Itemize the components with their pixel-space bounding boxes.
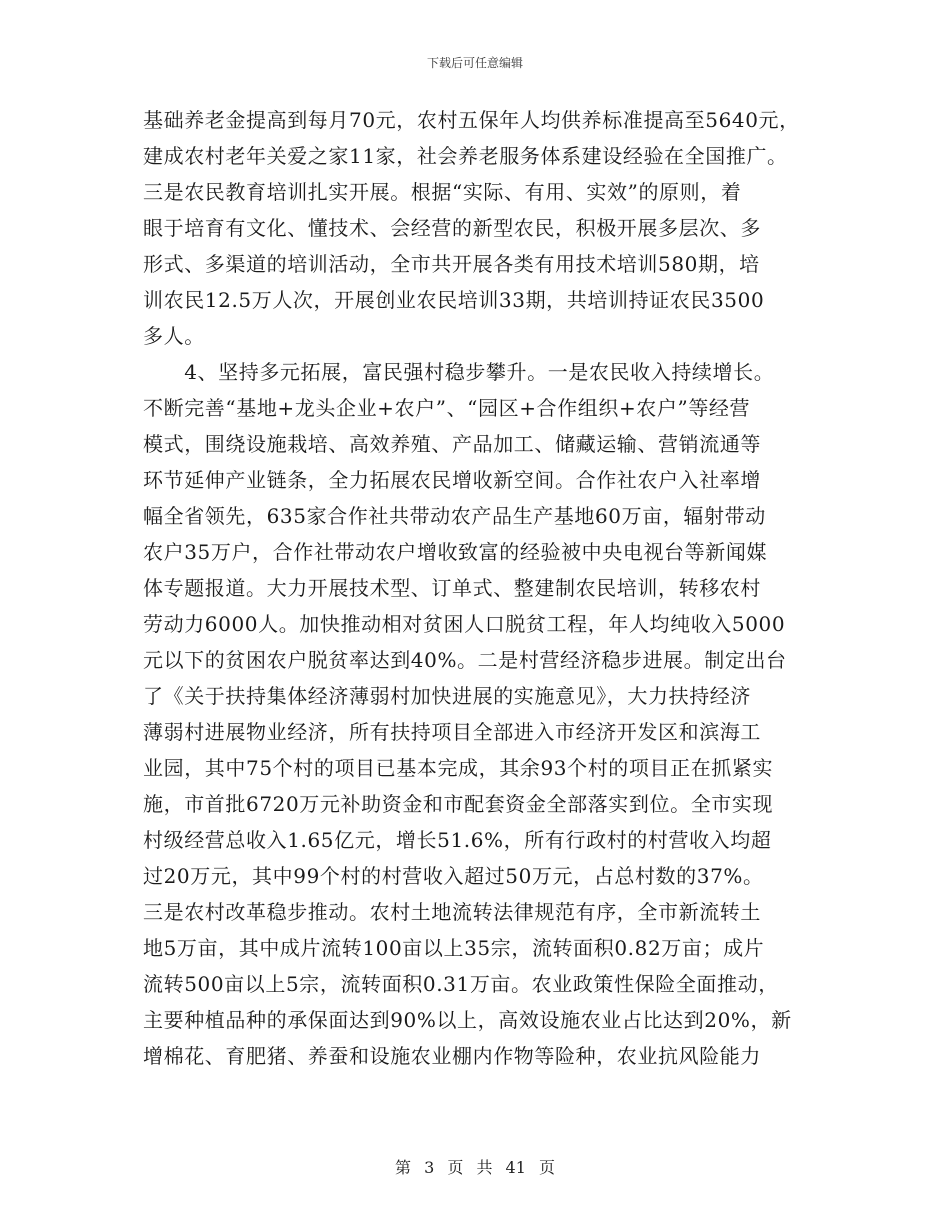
text-line: 主要种植品种的承保面达到90%以上，高效设施农业占比达到20%，新 [143, 1008, 792, 1032]
text-line: 三是农民教育培训扎实开展。根据“实际、有用、实效”的原则，着 [143, 180, 742, 204]
text-line: 劳动力6000人。加快推动相对贫困人口脱贫工程，年人均纯收入5000 [143, 612, 786, 636]
body-text [143, 102, 813, 1074]
page-header-note: 下载后可任意编辑 [426, 56, 523, 70]
text-line: 过20万元，其中99个村的村营收入超过50万元，占总村数的37%。 [143, 864, 764, 888]
text-line: 基础养老金提高到每月70元，农村五保年人均供养标准提高至5640元， [143, 108, 800, 132]
text-line: 村级经营总收入1.65亿元，增长51.6%，所有行政村的村营收入均超 [143, 828, 772, 852]
text-line: 不断完善“基地+龙头企业+农户”、“园区+合作组织+农户”等经营 [143, 396, 751, 420]
text-line: 薄弱村进展物业经济，所有扶持项目全部进入市经济开发区和滨海工 [143, 720, 761, 744]
text-line: 幅全省领先，635家合作社共带动农产品生产基地60万亩，辐射带动 [143, 504, 766, 528]
text-line: 三是农村改革稳步推动。农村土地流转法律规范有序，全市新流转土 [143, 900, 761, 924]
text-line: 多人。 [143, 324, 205, 348]
page-number-footer: 第 3 页 共 41 页 [395, 1158, 555, 1177]
text-line: 4、坚持多元拓展，富民强村稳步攀升。一是农民收入持续增长。 [143, 360, 775, 384]
text-line: 农户35万户，合作社带动农户增收致富的经验被中央电视台等新闻媒 [143, 540, 768, 564]
text-line: 环节延伸产业链条，全力拓展农民增收新空间。合作社农户入社率增 [143, 468, 761, 492]
text-line: 眼于培育有文化、懂技术、会经营的新型农民，积极开展多层次、多 [143, 216, 761, 240]
text-line: 形式、多渠道的培训活动，全市共开展各类有用技术培训580期，培 [143, 252, 760, 276]
text-line: 流转500亩以上5宗，流转面积0.31万亩。农业政策性保险全面推动， [143, 972, 779, 996]
text-line: 增棉花、育肥猪、养蚕和设施农业棚内作物等险种，农业抗风险能力 [143, 1044, 761, 1068]
text-line: 业园，其中75个村的项目已基本完成，其余93个村的项目正在抓紧实 [143, 756, 774, 780]
text-line: 了《关于扶持集体经济薄弱村加快进展的实施意见》，大力扶持经济 [143, 684, 751, 708]
text-line: 模式，围绕设施栽培、高效养殖、产品加工、储藏运输、营销流通等 [143, 432, 761, 456]
text-line: 建成农村老年关爱之家11家，社会养老服务体系建设经验在全国推广。 [143, 144, 788, 168]
text-line: 训农民12.5万人次，开展创业农民培训33期，共培训持证农民3500 [143, 288, 765, 312]
text-line: 施，市首批6720万元补助资金和市配套资金全部落实到位。全市实现 [143, 792, 774, 816]
text-line: 体专题报道。大力开展技术型、订单式、整建制农民培训，转移农村 [143, 576, 761, 600]
text-line: 地5万亩，其中成片流转100亩以上35宗，流转面积0.82万亩；成片 [143, 936, 765, 960]
text-line: 元以下的贫困农户脱贫率达到40%。二是村营经济稳步进展。制定出台 [143, 648, 787, 672]
